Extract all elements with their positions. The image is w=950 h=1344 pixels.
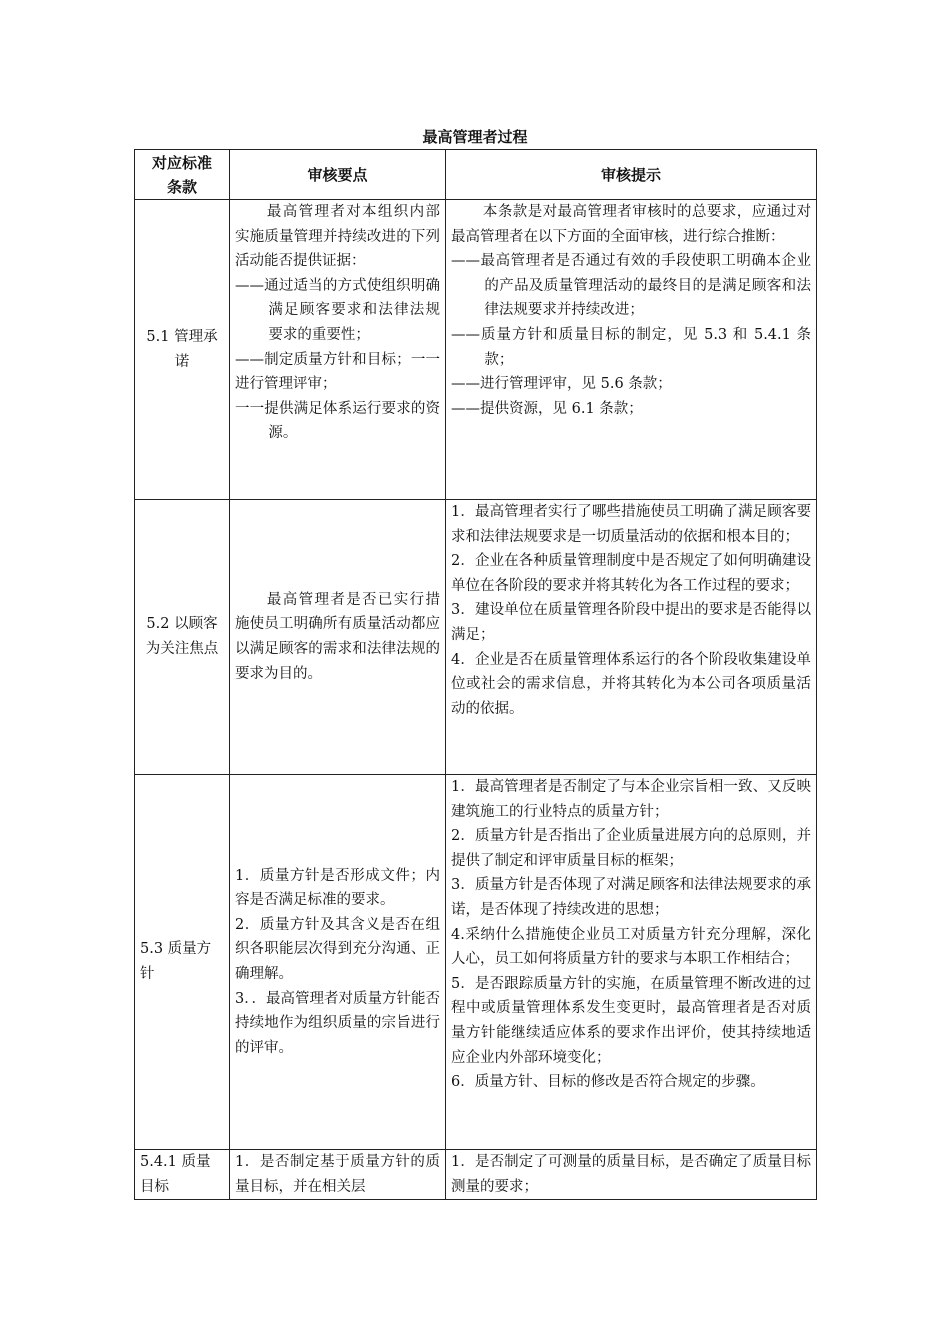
hint-paragraph: 2．质量方针是否指出了企业质量进展方向的总原则，并提供了制定和评审质量目标的框架； <box>451 828 811 869</box>
clause-label: 5.1 管理承诺 <box>146 328 218 370</box>
point-paragraph: 3．．最高管理者对质量方针能否持续地作为组织质量的宗旨进行的评审。 <box>235 990 440 1056</box>
clause-cell <box>135 200 230 500</box>
hints-cell <box>446 1150 817 1200</box>
point-paragraph: 1．是否制定基于质量方针的质量目标，并在相关层 <box>235 1154 440 1195</box>
point-paragraph: ——制定质量方针和目标；一一进行管理评审； <box>235 351 440 393</box>
hint-paragraph: 4．企业是否在质量管理体系运行的各个阶段收集建设单位或社会的需求信息，并将其转化为本公司各项质量活动的依据。 <box>451 651 811 717</box>
hints-cell <box>446 775 817 1150</box>
clause-label: 5.2 以顾客为关注焦点 <box>145 616 219 657</box>
clause-label: 5.3 质量方针 <box>140 941 212 982</box>
hint-paragraph: 3．建设单位在质量管理各阶段中提出的要求是否能得以满足； <box>451 602 811 643</box>
header-audit-points: 审核要点 <box>230 150 446 200</box>
points-cell <box>230 775 446 1150</box>
point-paragraph: 最高管理者对本组织内部实施质量管理并持续改进的下列活动能否提供证据： <box>235 204 440 270</box>
hint-paragraph: 5．是否跟踪质量方针的实施，在质量管理不断改进的过程中或质量管理体系发生变更时，最高管理者是否对质量方针能继续适应体系的要求作出评价，使其持续地适应企业内外部环境变化； <box>451 975 811 1066</box>
points-cell <box>230 200 446 500</box>
header-row <box>135 150 817 200</box>
hint-paragraph: ——质量方针和质量目标的制定，见 5.3 和 5.4.1 条款； <box>451 326 811 368</box>
hint-paragraph: 2．企业在各种质量管理制度中是否规定了如何明确建设单位在各阶段的要求并将其转化为各工作过程的要求； <box>451 553 811 594</box>
hint-paragraph: 6．质量方针、目标的修改是否符合规定的步骤。 <box>451 1074 765 1091</box>
point-paragraph: 2．质量方针及其含义是否在组织各职能层次得到充分沟通、正确理解。 <box>235 916 440 982</box>
clause-cell <box>135 500 230 775</box>
hint-paragraph: 1．是否制定了可测量的质量目标，是否确定了质量目标测量的要求； <box>451 1154 811 1195</box>
points-cell <box>230 1150 446 1200</box>
point-paragraph: 最高管理者是否已实行措施使员工明确所有质量活动都应以满足顾客的需求和法律法规的要求为目的。 <box>235 591 440 682</box>
table-row <box>135 500 817 775</box>
hint-paragraph: 1．最高管理者是否制定了与本企业宗旨相一致、又反映建筑施工的行业特点的质量方针； <box>451 779 811 820</box>
hint-paragraph: ——最高管理者是否通过有效的手段使职工明确本企业的产品及质量管理活动的最终目的是满足顾客和法律法规要求并持续改进； <box>451 253 811 319</box>
table-row <box>135 200 817 500</box>
hints-cell <box>446 200 817 500</box>
hint-paragraph: 本条款是对最高管理者审核时的总要求，应通过对最高管理者在以下方面的全面审核，进行综合推断： <box>451 204 811 245</box>
hint-paragraph: ——提供资源，见 6.1 条款； <box>451 400 643 417</box>
audit-table <box>134 149 817 1200</box>
header-audit-hints: 审核提示 <box>446 150 817 200</box>
point-paragraph: 1．质量方针是否形成文件；内容是否满足标准的要求。 <box>235 867 440 909</box>
hint-paragraph: 3．质量方针是否体现了对满足顾客和法律法规要求的承诺，是否体现了持续改进的思想； <box>451 877 811 918</box>
points-cell <box>230 500 446 775</box>
hint-paragraph: 1．最高管理者实行了哪些措施使员工明确了满足顾客要求和法律法规要求是一切质量活动的依据和根本目的； <box>451 504 811 545</box>
hint-paragraph: ——进行管理评审，见 5.6 条款； <box>451 376 672 393</box>
clause-cell <box>135 1150 230 1200</box>
clause-label: 5.4.1 质量目标 <box>140 1154 211 1195</box>
table-row <box>135 1150 817 1200</box>
point-paragraph: ——通过适当的方式使组织明确满足顾客要求和法律法规要求的重要性； <box>235 277 440 343</box>
point-paragraph: 一一提供满足体系运行要求的资源。 <box>235 400 440 442</box>
hints-cell <box>446 500 817 775</box>
page-title: 最高管理者过程 <box>422 128 528 146</box>
header-clause: 对应标准条款 <box>135 150 230 200</box>
table-row <box>135 775 817 1150</box>
hint-paragraph: 4.采纳什么措施使企业员工对质量方针充分理解，深化人心，员工如何将质量方针的要求与本职工作相结合； <box>451 926 811 968</box>
clause-cell <box>135 775 230 1150</box>
